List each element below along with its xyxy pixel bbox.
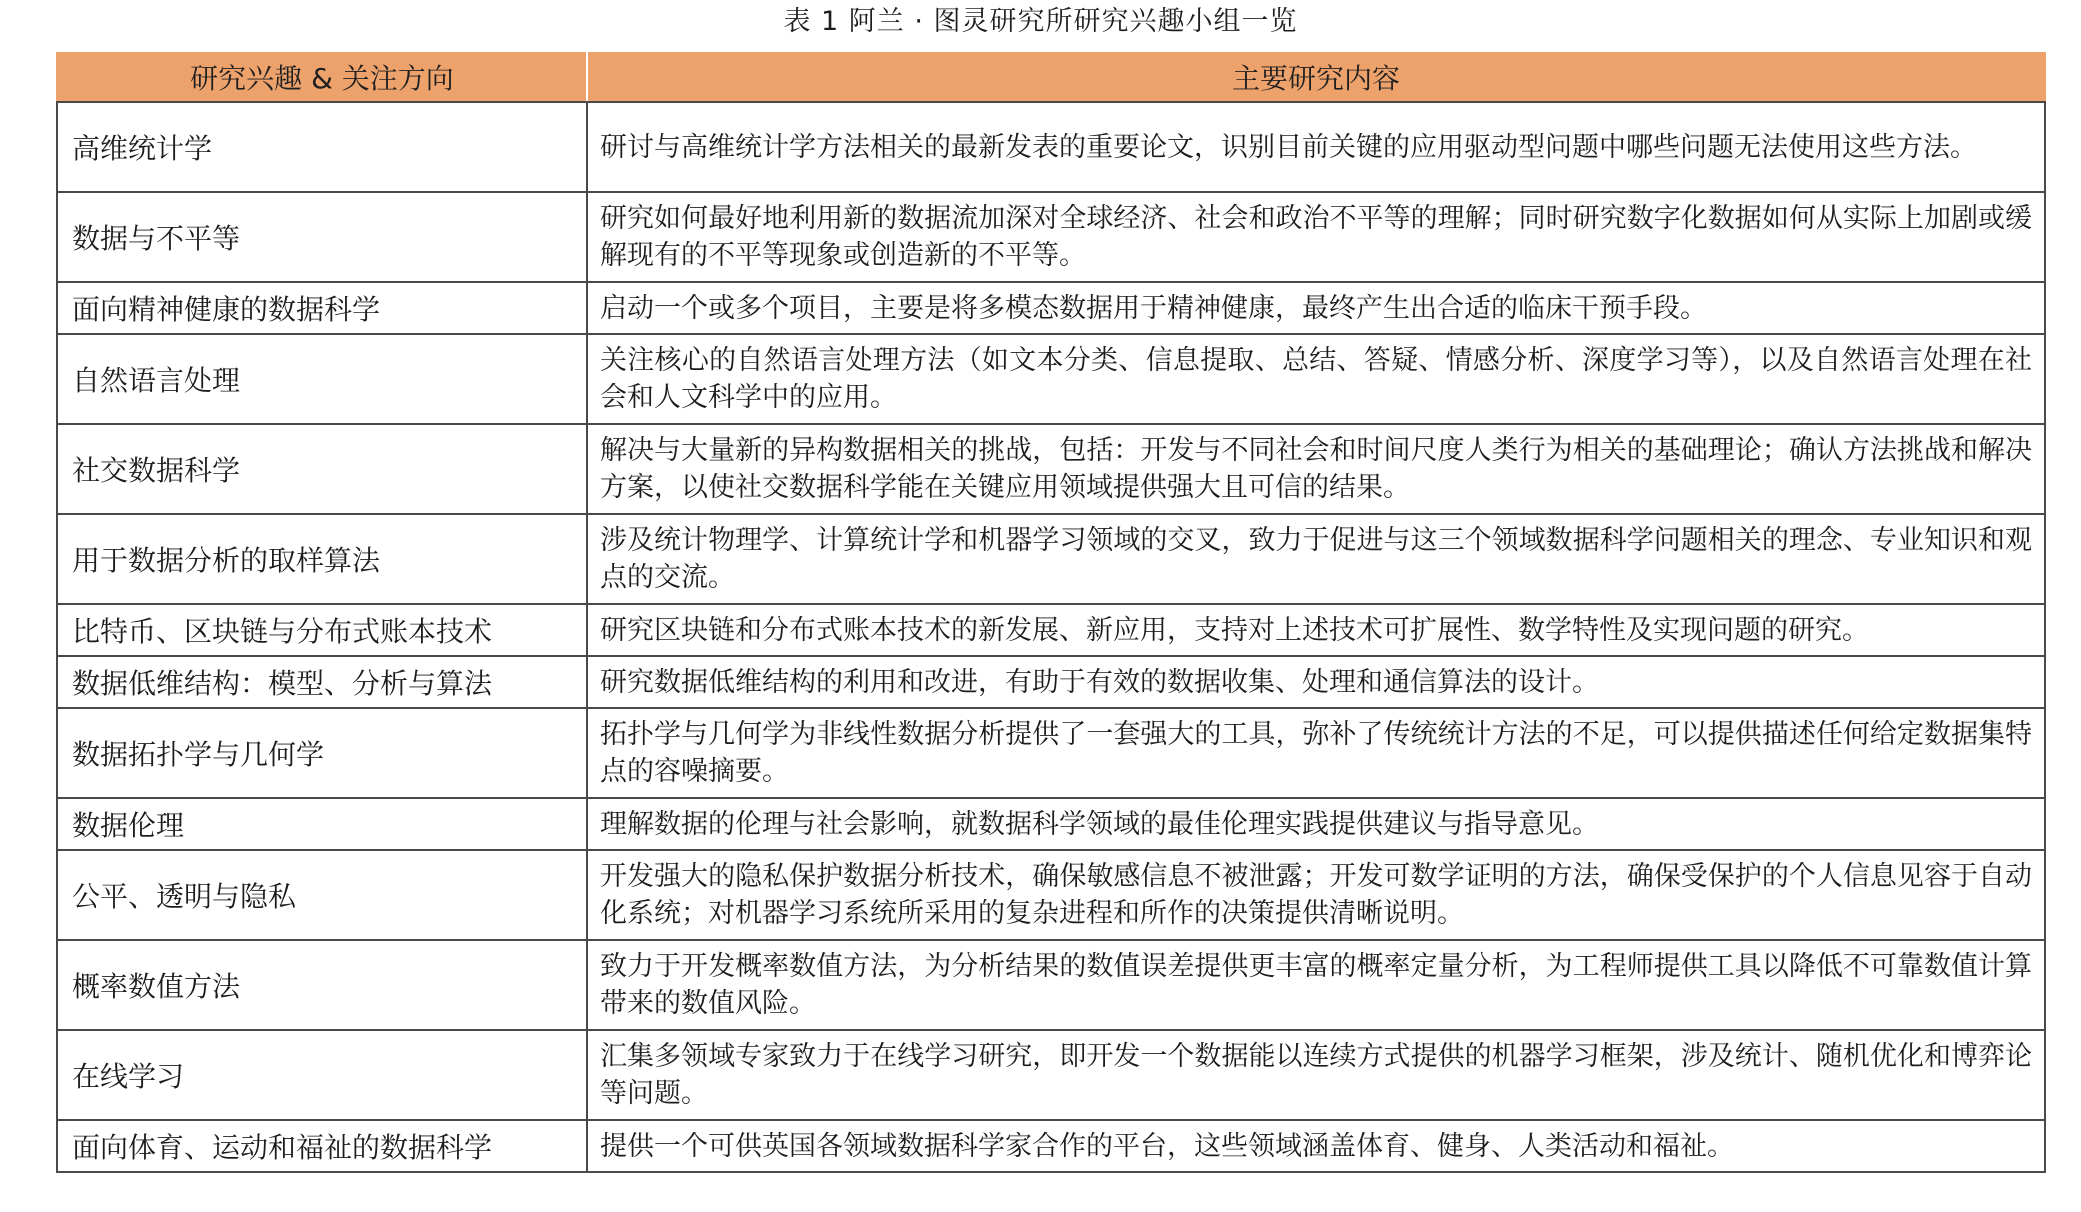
topic-cell: 公平、透明与隐私 xyxy=(57,850,587,940)
topic-cell: 数据伦理 xyxy=(57,798,587,850)
content-cell: 汇集多领域专家致力于在线学习研究，即开发一个数据能以连续方式提供的机器学习框架，涉及统计、随机优化和博弈论等问题。 xyxy=(587,1030,2045,1120)
table-row xyxy=(57,334,2045,424)
topic-cell: 数据拓扑学与几何学 xyxy=(57,708,587,798)
content-cell: 提供一个可供英国各领域数据科学家合作的平台，这些领域涵盖体育、健身、人类活动和福祉。 xyxy=(587,1120,2045,1172)
content-cell: 启动一个或多个项目，主要是将多模态数据用于精神健康，最终产生出合适的临床干预手段。 xyxy=(587,282,2045,334)
content-cell: 研讨与高维统计学方法相关的最新发表的重要论文，识别目前关键的应用驱动型问题中哪些问题无法使用这些方法。 xyxy=(587,102,2045,192)
table-row xyxy=(57,940,2045,1030)
research-interest-table xyxy=(56,52,2046,1173)
topic-cell: 高维统计学 xyxy=(57,102,587,192)
table-row xyxy=(57,604,2045,656)
content-cell: 解决与大量新的异构数据相关的挑战，包括：开发与不同社会和时间尺度人类行为相关的基础理论；确认方法挑战和解决方案，以使社交数据科学能在关键应用领域提供强大且可信的结果。 xyxy=(587,424,2045,514)
topic-cell: 数据低维结构：模型、分析与算法 xyxy=(57,656,587,708)
topic-cell: 在线学习 xyxy=(57,1030,587,1120)
table-header-row xyxy=(57,52,2045,102)
table-row xyxy=(57,850,2045,940)
table-row xyxy=(57,424,2045,514)
topic-cell: 数据与不平等 xyxy=(57,192,587,282)
content-cell: 涉及统计物理学、计算统计学和机器学习领域的交叉，致力于促进与这三个领域数据科学问题相关的理念、专业知识和观点的交流。 xyxy=(587,514,2045,604)
topic-cell: 概率数值方法 xyxy=(57,940,587,1030)
table-row xyxy=(57,102,2045,192)
table-row xyxy=(57,1120,2045,1172)
header-main-content: 主要研究内容 xyxy=(587,52,2045,102)
topic-cell: 面向体育、运动和福祉的数据科学 xyxy=(57,1120,587,1172)
content-cell: 开发强大的隐私保护数据分析技术，确保敏感信息不被泄露；开发可数学证明的方法，确保受保护的个人信息见容于自动化系统；对机器学习系统所采用的复杂进程和所作的决策提供清晰说明。 xyxy=(587,850,2045,940)
table-row xyxy=(57,798,2045,850)
table-row xyxy=(57,708,2045,798)
content-cell: 研究如何最好地利用新的数据流加深对全球经济、社会和政治不平等的理解；同时研究数字化数据如何从实际上加剧或缓解现有的不平等现象或创造新的不平等。 xyxy=(587,192,2045,282)
table-caption: 表 1 阿兰 · 图灵研究所研究兴趣小组一览 xyxy=(783,6,1298,37)
table-row xyxy=(57,514,2045,604)
table-row xyxy=(57,1030,2045,1120)
table-row xyxy=(57,282,2045,334)
table-row xyxy=(57,656,2045,708)
content-cell: 拓扑学与几何学为非线性数据分析提供了一套强大的工具，弥补了传统统计方法的不足，可以提供描述任何给定数据集特点的容噪摘要。 xyxy=(587,708,2045,798)
content-cell: 关注核心的自然语言处理方法（如文本分类、信息提取、总结、答疑、情感分析、深度学习等），以及自然语言处理在社会和人文科学中的应用。 xyxy=(587,334,2045,424)
topic-cell: 比特币、区块链与分布式账本技术 xyxy=(57,604,587,656)
topic-cell: 社交数据科学 xyxy=(57,424,587,514)
topic-cell: 用于数据分析的取样算法 xyxy=(57,514,587,604)
table-row xyxy=(57,192,2045,282)
content-cell: 研究数据低维结构的利用和改进，有助于有效的数据收集、处理和通信算法的设计。 xyxy=(587,656,2045,708)
content-cell: 理解数据的伦理与社会影响，就数据科学领域的最佳伦理实践提供建议与指导意见。 xyxy=(587,798,2045,850)
topic-cell: 自然语言处理 xyxy=(57,334,587,424)
header-research-interest: 研究兴趣 & 关注方向 xyxy=(57,52,587,102)
content-cell: 研究区块链和分布式账本技术的新发展、新应用，支持对上述技术可扩展性、数学特性及实现问题的研究。 xyxy=(587,604,2045,656)
content-cell: 致力于开发概率数值方法，为分析结果的数值误差提供更丰富的概率定量分析，为工程师提供工具以降低不可靠数值计算带来的数值风险。 xyxy=(587,940,2045,1030)
topic-cell: 面向精神健康的数据科学 xyxy=(57,282,587,334)
